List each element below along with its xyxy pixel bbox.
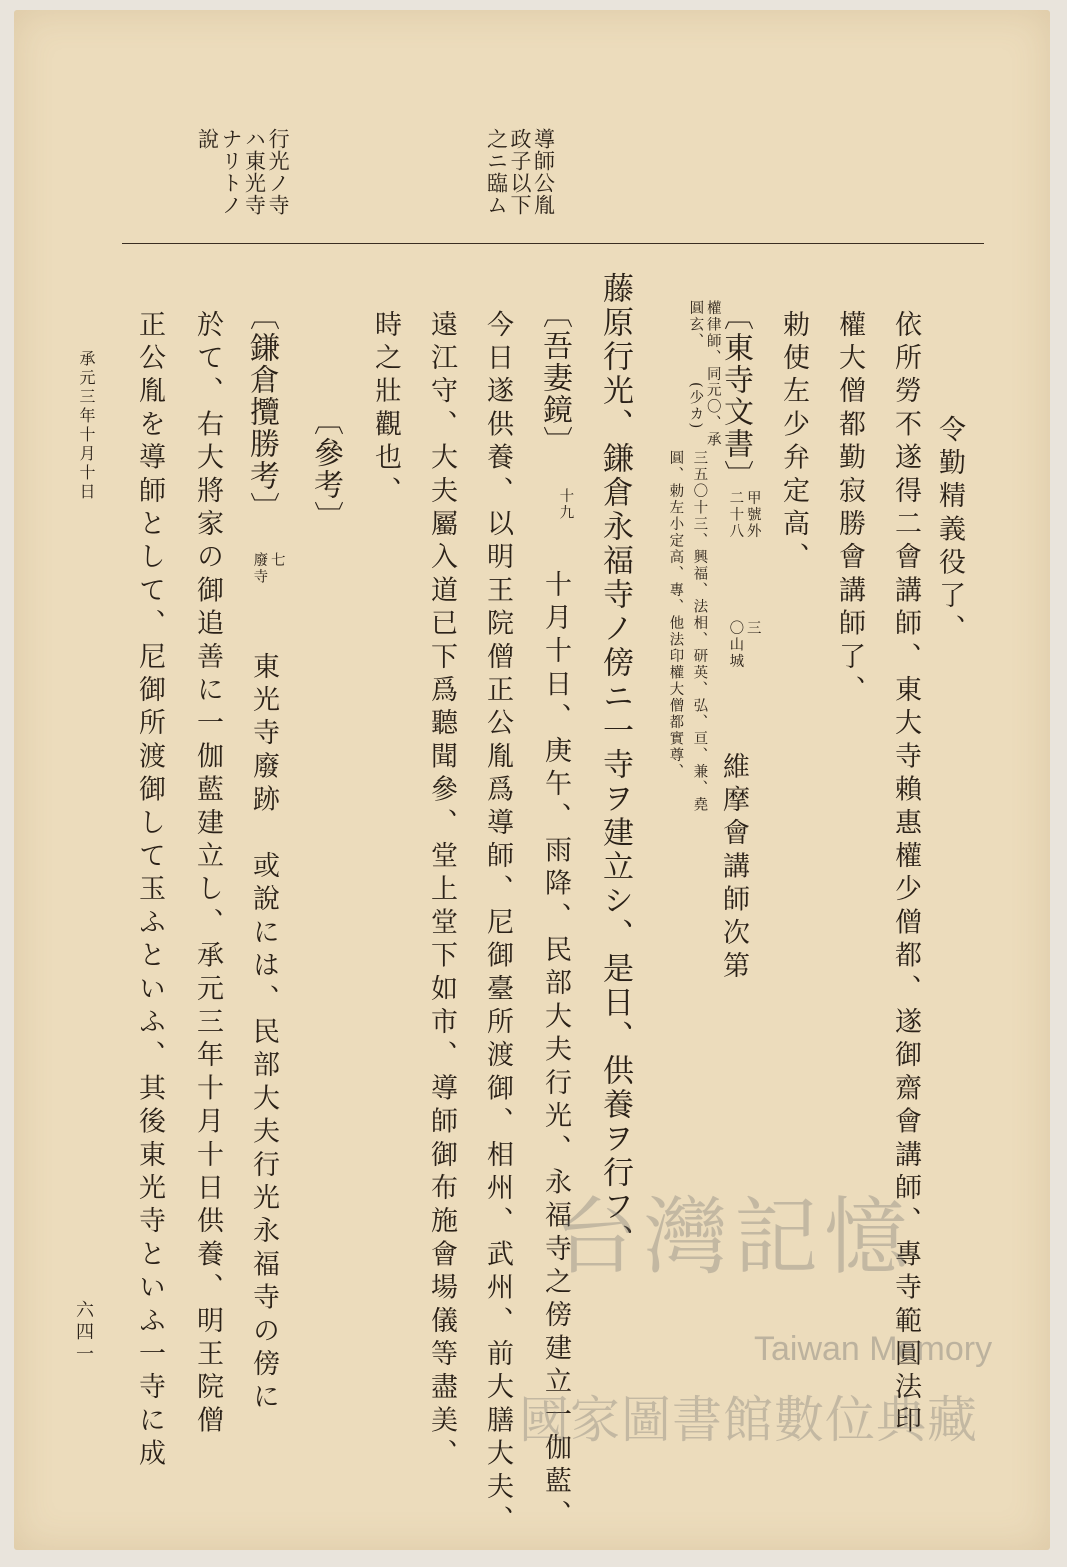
watermark-logo-zh: 台灣記憶 (554, 1188, 915, 1286)
toji-entry-2: 圓、勅左小定高、專、他法印權大僧都實尊、 (667, 450, 684, 780)
azuma-line-1: 十月十日、庚午、雨降、民部大夫行光、永福寺之傍建立一伽藍、 (540, 570, 571, 1533)
kamakura-line-3: 正公胤を導師として、尼御所渡御して玉ふといふ、其後東光寺といふ一寺に成 (134, 310, 165, 1472)
watermark-library: 國家圖書館數位典藏 (519, 1391, 978, 1449)
toji-title: 維摩會講師次第 (718, 752, 749, 985)
kamakura-line-1: 東光寺廢跡 或說には、民部大夫行光永福寺の傍に (248, 652, 279, 1416)
source-heading-azuma: 〔吾妻鏡〕 (537, 298, 572, 458)
source-sub2-toji: 三 〇山城 (727, 620, 761, 670)
azuma-line-4: 時之壯觀也、 (370, 310, 401, 510)
header-rule (122, 243, 984, 244)
running-date: 承元三年十月十日 (77, 350, 96, 502)
toji-entry-prefix: 權律師、同 圓玄、 (687, 300, 721, 383)
line-2: 依所勞不遂得二會講師、東大寺賴惠權少僧都、遂御齋會講師、專寺範圓法印 (890, 310, 921, 1439)
line-1: 令勤精義役了、 (934, 415, 965, 648)
source-heading-kamakura: 〔鎌倉攬勝考〕 (244, 300, 279, 524)
toji-entry-1: 三五〇十三、興福、法相、研英、弘、亘、兼、堯 (691, 450, 708, 813)
watermark-logo-en: Taiwan Memory (754, 1330, 993, 1368)
azuma-line-2: 今日遂供養、以明王院僧正公胤爲導師、尼御臺所渡御、相州、武州、前大膳大夫、 (482, 310, 513, 1539)
line-4: 勅使左少弁定高、 (778, 310, 809, 576)
margin-note-2: 行光ノ寺 ハ東光寺 ナリトノ 說 (195, 128, 291, 216)
source-heading-toji: 〔東寺文書〕 (718, 300, 753, 492)
line-3: 權大僧都勤寂勝會講師了、 (834, 310, 865, 709)
source-sub-azuma: 十九 (557, 488, 574, 521)
source-sub-toji: 甲號外 二十八 (727, 490, 761, 540)
kamakura-line-2: 於て、右大將家の御追善に一伽藍建立し、承元三年十月十日供養、明王院僧 (192, 310, 223, 1439)
toji-entry-mid: 元〇、承 (少カ) (687, 382, 721, 448)
document-page (14, 10, 1050, 1550)
reference-heading: 〔參考〕 (308, 405, 343, 533)
page-number: 六四一 (73, 1300, 94, 1366)
source-sub-kamakura: 七 廢寺 (251, 552, 285, 585)
article-heading: 藤原行光、鎌倉永福寺ノ傍ニ一寺ヲ建立シ、是日、供養ヲ行フ、 (597, 272, 633, 1258)
margin-note-1: 導師公胤 政子以下 之ニ臨ム (484, 128, 556, 216)
azuma-line-3: 遠江守、大夫屬入道已下爲聽聞參、堂上堂下如市、導師御布施會場儀等盡美、 (426, 310, 457, 1472)
